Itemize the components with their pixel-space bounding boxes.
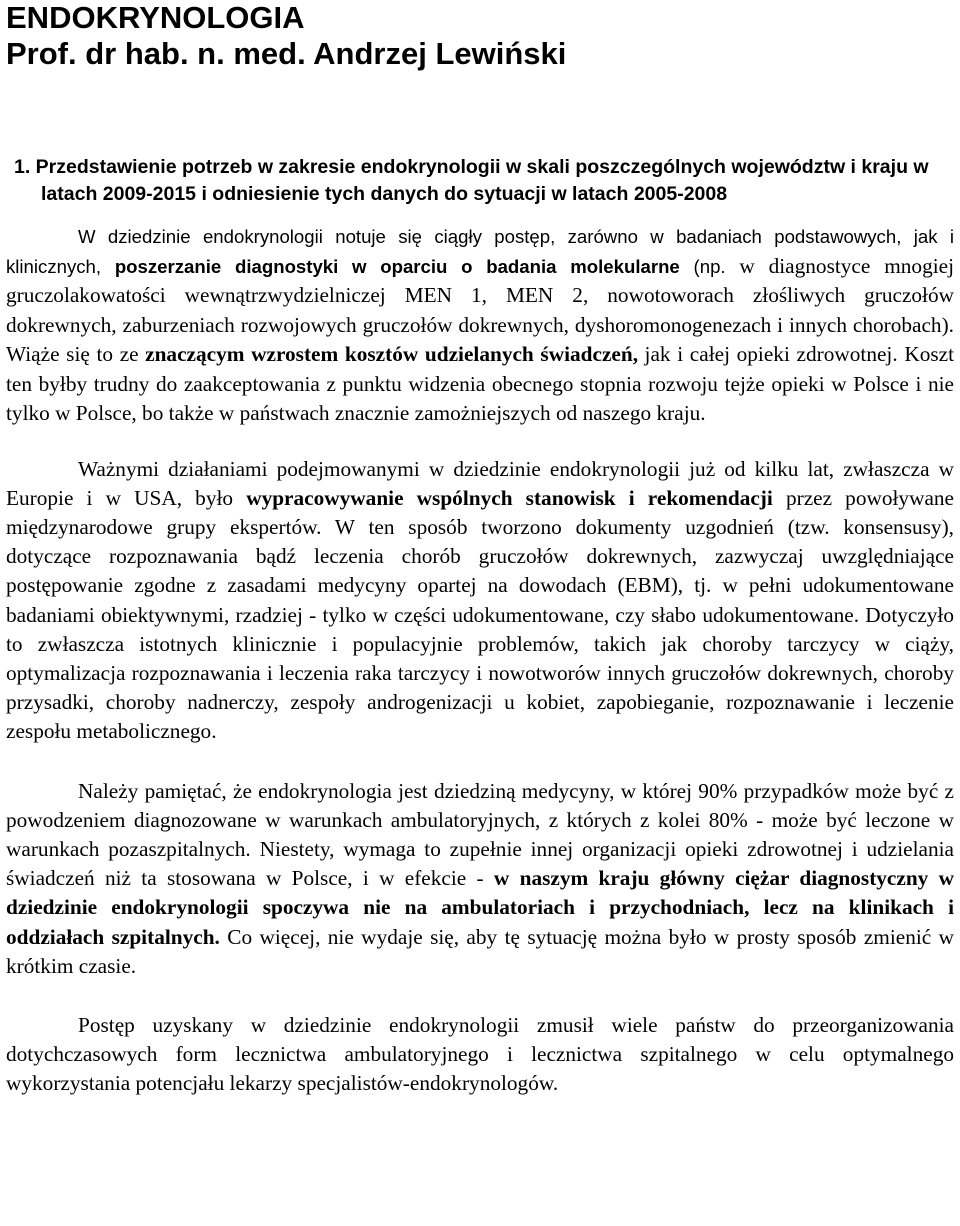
paragraph-1-sans: [6, 222, 954, 429]
paragraph-1-sans-bold: poszerzanie diagnostyki w oparciu o badania molekularne: [114, 255, 680, 277]
paragraph-3: [6, 777, 954, 981]
paragraph-1-sans-text: W dziedzinie endokrynologii notuje się ciągły postęp, zarówno w badaniach podstawowych, jak i klinicznych,: [6, 226, 954, 277]
paragraph-1-serif-text2: jak i całej opieki zdrowotnej. Koszt ten byłby trudny do zaakceptowania z punktu widzenia obecnego stopnia rozwoju tejże opieki w Polsce i nie tylko w Polsce, bo także w państwach znacznie zamożniejszych od naszego kraju.: [6, 342, 954, 425]
document-title: ENDOKRYNOLOGIA: [6, 0, 305, 35]
paragraph-3-bold: w naszym kraju główny ciężar diagnostyczny w dziedzinie endokrynologii spoczywa nie na ambulatoriach i przychodniach, lecz na klinikach i oddziałach szpitalnych.: [6, 866, 955, 949]
paragraph-2: [6, 455, 954, 747]
document-author: Prof. dr hab. n. med. Andrzej Lewiński: [6, 36, 567, 71]
paragraph-2-text1: Ważnymi działaniami podejmowanymi w dziedzinie endokrynologii już od kilku lat, zwłaszcza w Europie i w USA, było: [6, 456, 954, 510]
paragraph-1-serif-bold: znaczącym wzrostem kosztów udzielanych świadczeń,: [145, 342, 639, 366]
paragraph-1: [6, 222, 954, 429]
paragraph-4-text: Postęp uzyskany w dziedzinie endokrynologii zmusił wiele państw do przeorganizowania dotychczasowych form lecznictwa ambulatoryjnego i lecznictwa szpitalnego w celu optymalnego wykorzystania potencjału lekarzy specjalistów-endokrynologów.: [6, 1012, 954, 1096]
paragraph-2-text2: przez powoływane międzynarodowe grupy ekspertów. W ten sposób tworzono dokumenty uzgodnień (tzw. konsensusy), dotyczące rozpoznawania bądź leczenia chorób gruczołów dokrewnych, zazwyczaj uwzględniające postępowanie zgodne z zasadami medycyny opartej na dowodach (EBM), tj. w pełni udokumentowane badaniami obiektywnymi, rzadziej - tylko w części udokumentowane, czy słabo udokumentowane. Dotyczyło to zwłaszcza istotnych klinicznie i populacyjnie problemów, takich jak choroby tarczycy w ciąży, optymalizacja rozpoznawania i leczenia raka tarczycy i nowotworów innych gruczołów dokrewnych, choroby przysadki, choroby nadnerczy, zespoły androgenizacji u kobiet, zapobieganie, rozpoznawanie i leczenie zespołu metabolicznego.: [6, 485, 955, 744]
paragraph-2-bold: wypracowywanie wspólnych stanowisk i rekomendacji: [246, 485, 773, 510]
paragraph-1-serif-text1: w diagnostyce mnogiej gruczolakowatości wewnątrzwydzielniczej MEN 1, MEN 2, nowotoworach złośliwych gruczołów dokrewnych, zaburzeniach rozwojowych gruczołów dokrewnych, dyshoromonogenezach i innych chorobach). Wiąże się to ze: [6, 253, 955, 366]
paragraph-3-text1: Należy pamiętać, że endokrynologia jest dziedziną medycyny, w której 90% przypadków może być z powodzeniem diagnozowane w warunkach ambulatoryjnych, z których z kolei 80% - może być leczone w warunkach pozaszpitalnych. Niestety, wymaga to zupełnie innej organizacji opieki zdrowotnej i udzielania świadczeń niż ta stosowana w Polsce, i w efekcie -: [6, 778, 954, 891]
section-heading: 1. Przedstawienie potrzeb w zakresie endokrynologii w skali poszczególnych województw i kraju w latach 2009-2015 i odniesienie tych danych do sytuacji w latach 2005-2008: [14, 156, 929, 205]
paragraph-4: [6, 1011, 954, 1099]
paragraph-3-text2: Co więcej, nie wydaje się, aby tę sytuację można było w prosty sposób zmienić w krótkim czasie.: [6, 924, 954, 978]
paragraph-1-sans-tail: (np.: [693, 255, 726, 277]
